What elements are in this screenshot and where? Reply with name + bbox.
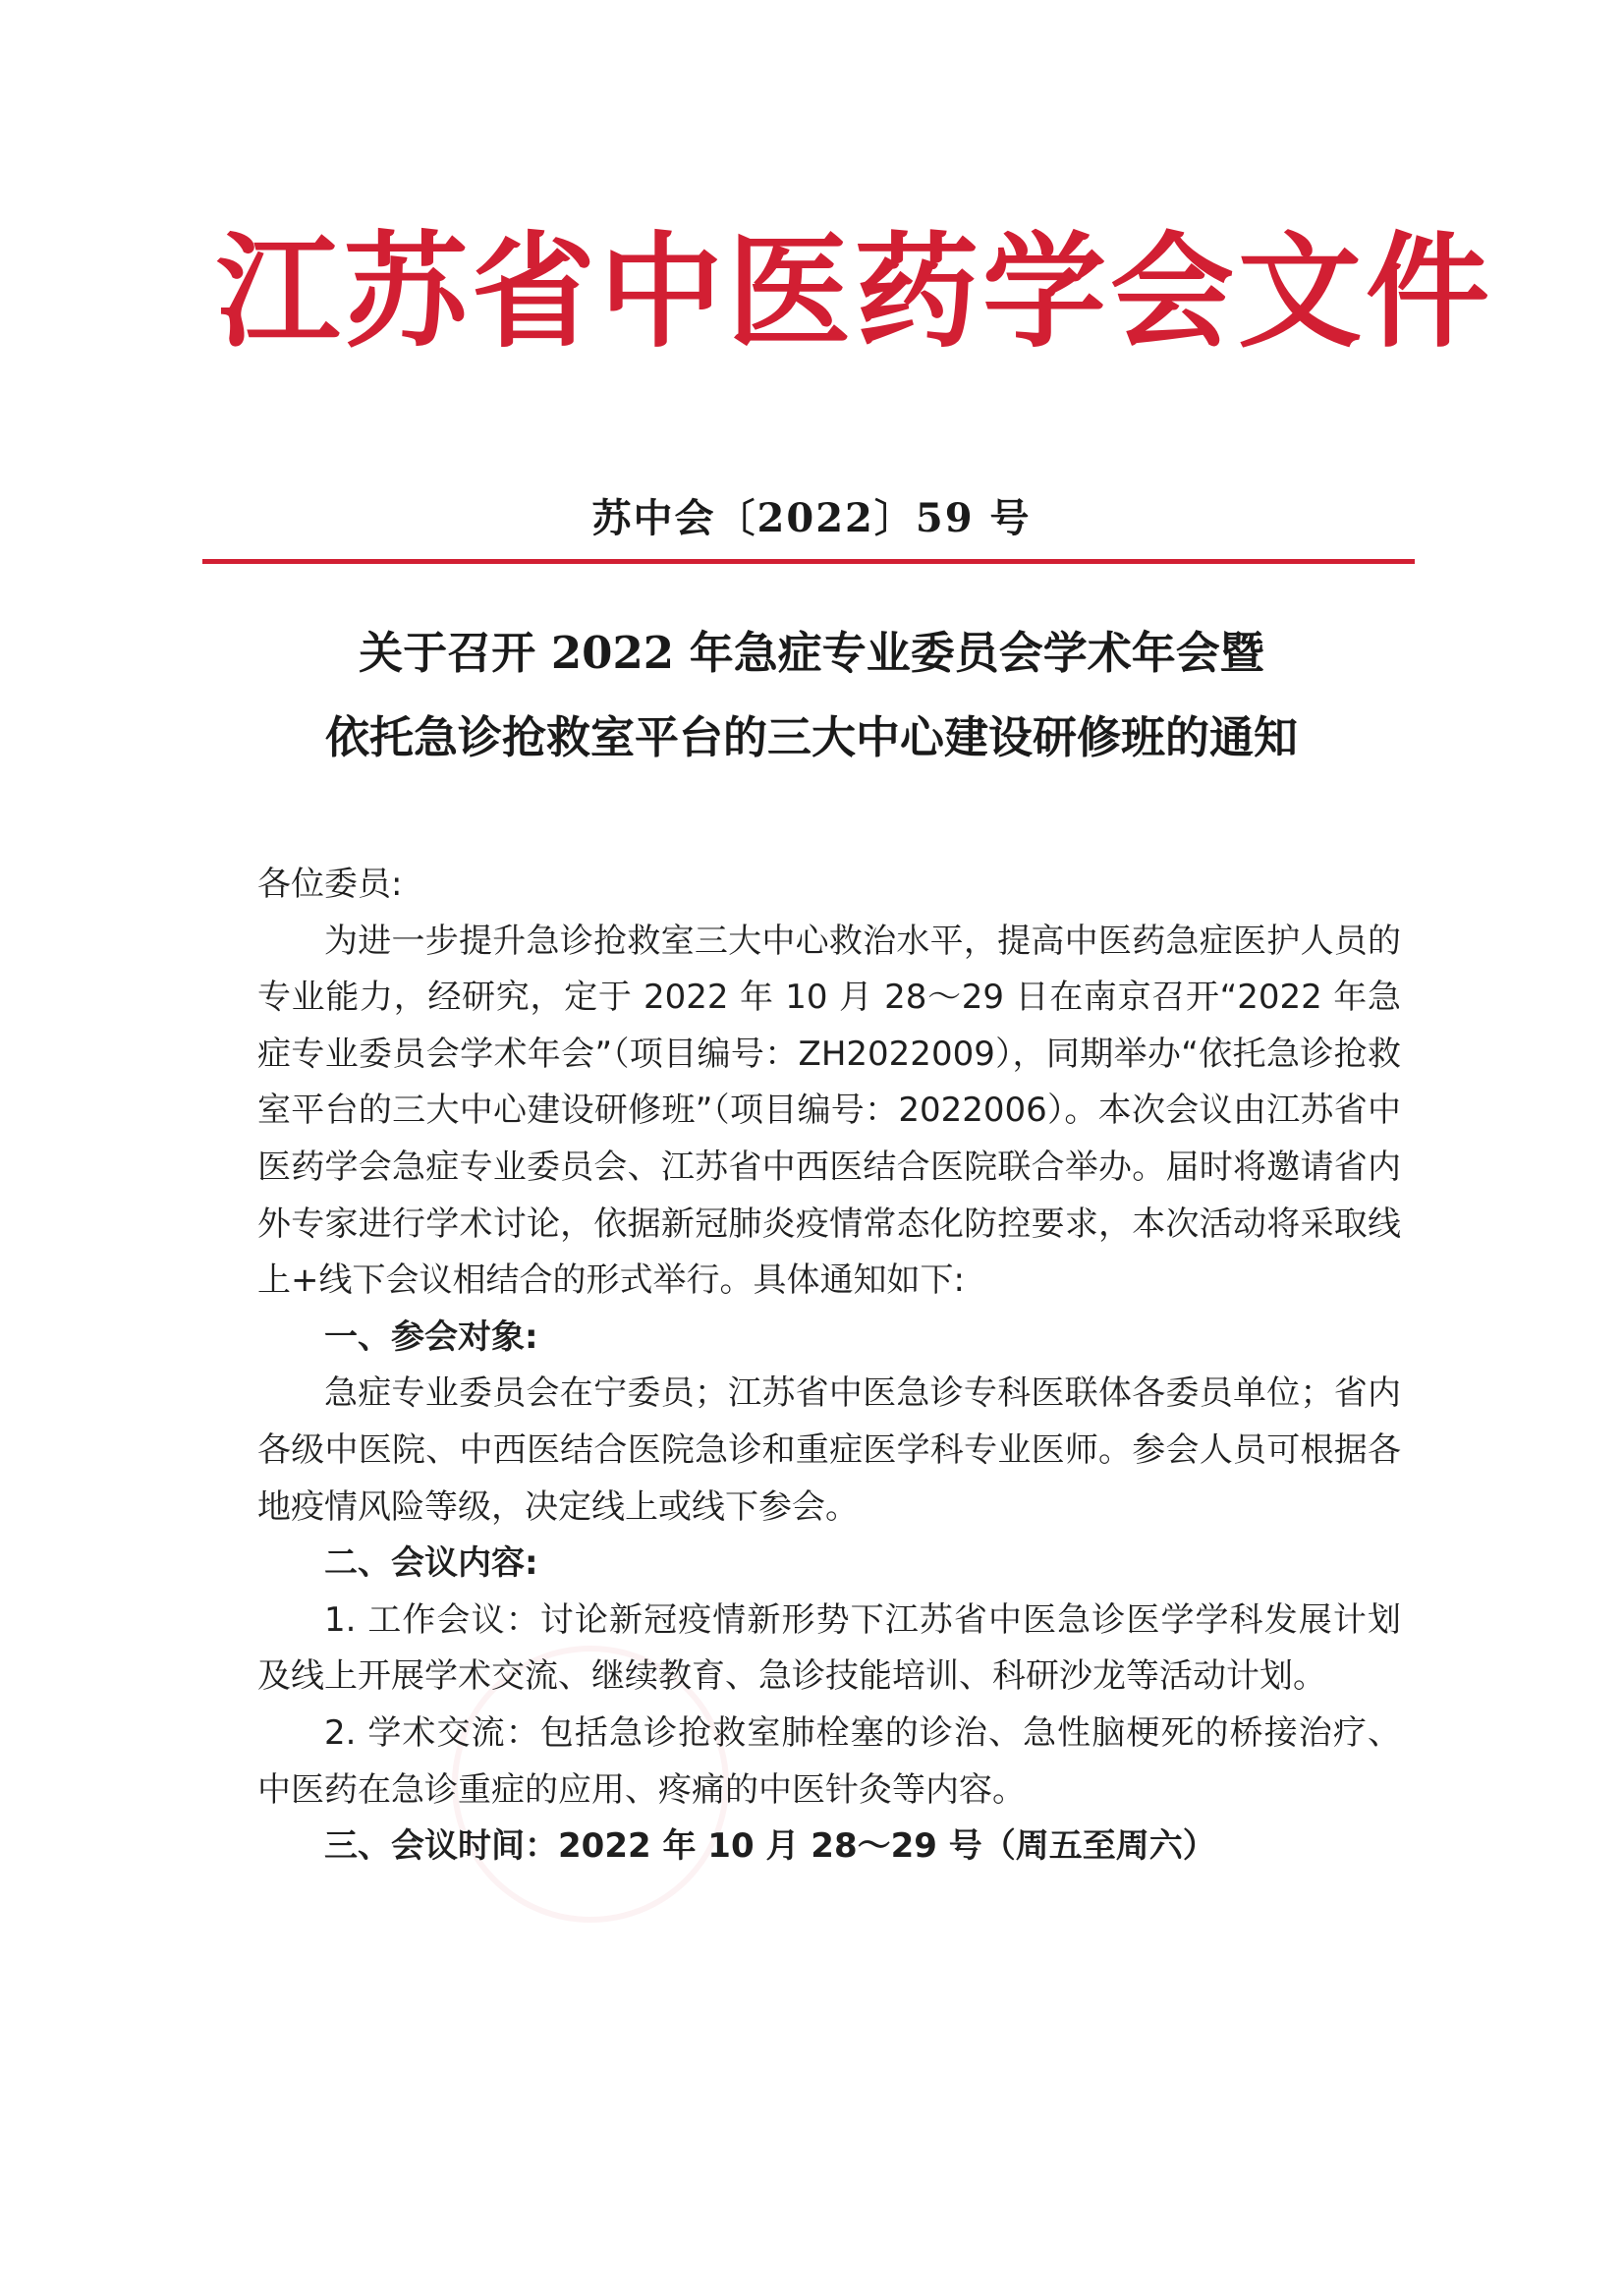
section-2-heading: 二、会议内容:	[324, 1543, 538, 1584]
red-divider-line	[202, 559, 1415, 564]
intro-paragraph: 为进一步提升急诊抢救室三大中心救治水平，提高中医药急症医护人员的专业能力，经研究，定于 2022 年 10 月 28～29 日在南京召开“2022 年急症专业委员会学术年会”（项目编号：ZH2022009），同期举办“依托急诊抢救室平台的三大中心建设研修班”（项目编号：2022006）。本次会议由江苏省中医药学会急症专业委员会、江苏省中西医结合医院联合举办。届时将邀请省内外专家进行学术讨论，依据新冠肺炎疫情常态化防控要求，本次活动将采取线上+线下会议相结合的形式举行。具体通知如下:	[257, 921, 1401, 1301]
section-1-paragraph: 急症专业委员会在宁委员；江苏省中医急诊专科医联体各委员单位；省内各级中医院、中西医结合医院急诊和重症医学科专业医师。参会人员可根据各地疫情风险等级，决定线上或线下参会。	[257, 1373, 1401, 1527]
notice-title-line-2: 依托急诊抢救室平台的三大中心建设研修班的通知	[324, 711, 1298, 763]
section-1-heading: 一、参会对象:	[324, 1316, 538, 1357]
document-number: 苏中会〔2022〕59 号	[591, 495, 1032, 541]
salutation: 各位委员:	[257, 865, 403, 904]
section-2-item-2: 2. 学术交流：包括急诊抢救室肺栓塞的诊治、急性脑梗死的桥接治疗、中医药在急诊重症的应用、疼痛的中医针灸等内容。	[257, 1712, 1401, 1810]
notice-title	[0, 611, 1623, 780]
section-3-heading: 三、会议时间：2022 年 10 月 28～29 号（周五至周六）	[324, 1826, 1216, 1867]
notice-title-line-1: 关于召开 2022 年急症专业委员会学术年会暨	[359, 627, 1264, 679]
notice-body	[257, 857, 1401, 1876]
section-2-item-1: 1. 工作会议：讨论新冠疫情新形势下江苏省中医急诊医学学科发展计划及线上开展学术交流、继续教育、急诊技能培训、科研沙龙等活动计划。	[257, 1599, 1401, 1697]
organization-title: 江苏省中医药学会文件	[216, 219, 1493, 364]
